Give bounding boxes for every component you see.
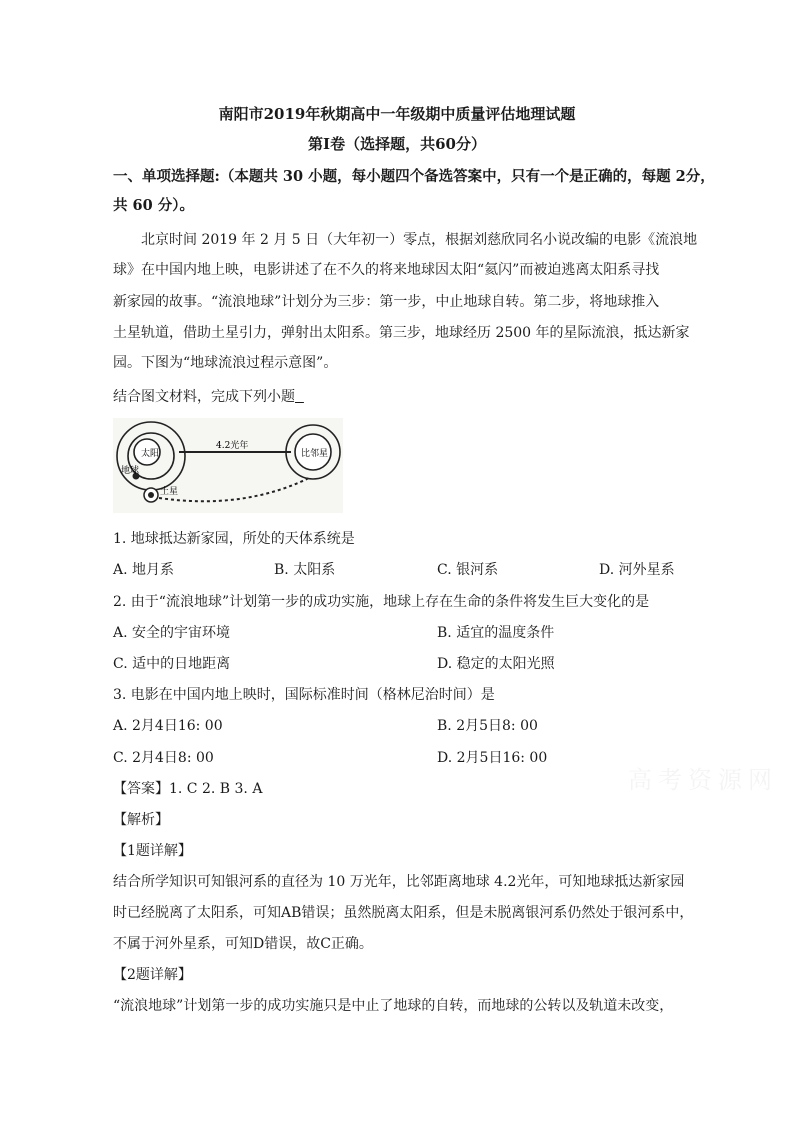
intro-line: 球》在中国内地上映，电影讲述了在不久的将来地球因太阳“氦闪”而被迫逃离太阳系寻找 — [113, 262, 660, 278]
option: D. 稳定的太阳光照 — [437, 656, 555, 672]
intro-line: 土星轨道，借助土星引力，弹射出太阳系。第三步，地球经历 2500 年的星际流浪，抵达新家 — [113, 325, 690, 341]
question-stem: 2. 由于“流浪地球”计划第一步的成功实施，地球上存在生命的条件将发生巨大变化的是 — [113, 594, 650, 610]
option: A. 安全的宇宙环境 — [113, 625, 231, 641]
intro-line: 新家园的故事。“流浪地球”计划分为三步：第一步，中止地球自转。第二步，将地球推入 — [113, 294, 660, 310]
analysis-heading: 【解析】 — [113, 812, 169, 828]
option: A. 地月系 — [113, 562, 175, 578]
instruction-text — [113, 387, 304, 407]
detail-heading: 【1题详解】 — [113, 843, 192, 859]
earth-wandering-diagram — [113, 418, 343, 513]
option: D. 2月5日16: 00 — [437, 750, 548, 766]
watermark: 高考资源网 — [628, 766, 778, 794]
doc-subtitle: 第Ⅰ卷（选择题，共60分） — [308, 135, 486, 153]
section-heading-line1: 一、单项选择题:（本题共 30 小题，每小题四个备选答案中，只有一个是正确的，每题 2分， — [113, 168, 715, 185]
distance-label: 4.2光年 — [216, 441, 249, 451]
option: B. 适宜的温度条件 — [437, 625, 555, 641]
option: A. 2月4日16: 00 — [113, 718, 223, 734]
intro-line: 北京时间 2019 年 2 月 5 日（大年初一）零点，根据刘慈欣同名小说改编的电影《流浪地 — [141, 232, 698, 248]
option: D. 河外星系 — [599, 562, 675, 578]
saturn-label: 土星 — [160, 487, 179, 497]
option: B. 2月5日8: 00 — [437, 718, 538, 734]
detail-heading: 【2题详解】 — [113, 967, 192, 983]
detail-line: “流浪地球”计划第一步的成功实施只是中止了地球的自转，而地球的公转以及轨道未改变， — [113, 998, 674, 1014]
option: C. 银河系 — [437, 562, 499, 578]
doc-title: 南阳市2019年秋期高中一年级期中质量评估地理试题 — [218, 105, 576, 123]
earth-label: 地球 — [121, 466, 140, 476]
question-stem: 1. 地球抵达新家园，所处的天体系统是 — [113, 531, 355, 547]
option: C. 适中的日地距离 — [113, 656, 231, 672]
sun-label: 太阳 — [141, 449, 160, 459]
section-heading-line2: 共 60 分）。 — [113, 197, 195, 214]
instruction-label: 结合图文材料，完成下列小题 — [113, 389, 295, 405]
question-stem: 3. 电影在中国内地上映时，国际标准时间（格林尼治时间）是 — [113, 687, 495, 703]
detail-line: 时已经脱离了太阳系，可知AB错误；虽然脱离太阳系，但是未脱离银河系仍然处于银河系中， — [113, 905, 694, 921]
option: C. 2月4日8: 00 — [113, 750, 214, 766]
neighbor-star-label: 比邻星 — [301, 449, 329, 459]
option: B. 太阳系 — [274, 562, 336, 578]
answer-line: 【答案】1. C 2. B 3. A — [113, 781, 263, 797]
intro-line: 园。下图为“地球流浪过程示意图”。 — [113, 355, 338, 371]
detail-line: 结合所学知识可知银河系的直径为 10 万光年，比邻距离地球 4.2光年，可知地球抵达新家园 — [113, 874, 685, 890]
detail-line: 不属于河外星系，可知D错误，故C正确。 — [113, 936, 373, 952]
